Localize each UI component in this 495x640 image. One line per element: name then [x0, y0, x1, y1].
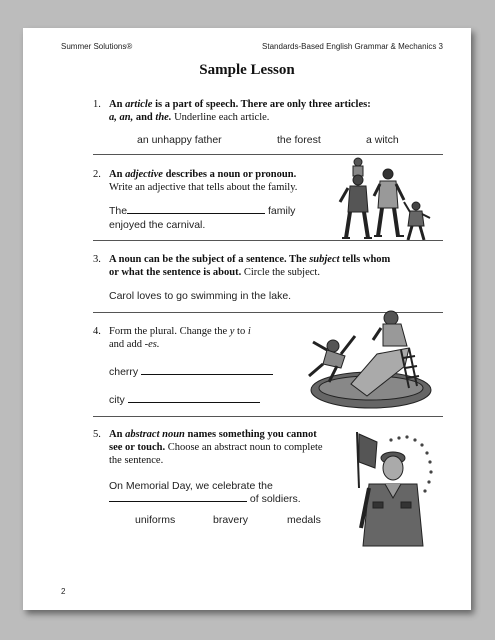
adjective-answer-blank[interactable]	[127, 212, 265, 214]
plural-word: city	[109, 394, 125, 406]
question-5-line-1: An abstract noun names something you cannot	[109, 429, 317, 440]
article-option-3: a witch	[366, 134, 399, 146]
header-right: Standards-Based English Grammar & Mechanics 3	[262, 42, 443, 51]
question-number: 2.	[93, 169, 101, 180]
question-2	[93, 168, 353, 208]
plural-row-2	[109, 394, 260, 406]
abstract-option-1: uniforms	[135, 514, 176, 526]
question-5	[93, 428, 373, 473]
question-4-line-2: and add -es.	[109, 339, 160, 350]
question-4	[93, 325, 293, 365]
soldier-illustration	[349, 428, 435, 548]
question-5-line-3: the sentence.	[109, 455, 164, 466]
subject-sentence: Carol loves to go swimming in the lake.	[109, 290, 292, 302]
question-number: 5.	[93, 429, 101, 440]
question-number: 3.	[93, 254, 101, 265]
question-number: 1.	[93, 99, 101, 110]
page-title: Sample Lesson	[199, 62, 295, 78]
article-option-2: the forest	[277, 134, 321, 146]
question-2-line-1: An adjective describes a noun or pronoun.	[109, 169, 297, 180]
question-number: 4.	[93, 326, 101, 337]
question-1-line-1: An article is a part of speech. There are only three articles:	[109, 99, 371, 110]
article-option-1: an unhappy father	[137, 134, 222, 146]
question-4-line-1: Form the plural. Change the y to i	[109, 326, 251, 337]
question-5-line-2: see or touch. Choose an abstract noun to complete	[109, 442, 323, 453]
section-divider	[93, 154, 443, 155]
plural-answer-blank-2[interactable]	[128, 401, 260, 403]
abstract-option-2: bravery	[213, 514, 249, 526]
question-1	[93, 98, 433, 158]
header-left: Summer Solutions®	[61, 42, 133, 51]
question-2-line-2: Write an adjective that tells about the family.	[109, 182, 298, 193]
plural-answer-blank-1[interactable]	[141, 373, 273, 375]
family-illustration	[338, 156, 434, 242]
plural-row-1	[109, 366, 273, 378]
slide-illustration	[297, 306, 433, 412]
section-divider	[93, 240, 443, 241]
section-divider	[93, 416, 443, 417]
worksheet-page	[23, 28, 471, 610]
sentence-end: of soldiers.	[249, 493, 301, 505]
sentence-end: family	[268, 205, 296, 217]
page-number: 2	[61, 587, 66, 596]
abstract-option-3: medals	[287, 514, 321, 526]
sentence-start: The	[109, 205, 128, 217]
adjective-sentence-line-2: enjoyed the carnival.	[109, 219, 206, 231]
abstract-noun-answer-blank[interactable]	[109, 500, 247, 502]
question-3-line-1: A noun can be the subject of a sentence. The subject tells whom	[109, 254, 391, 265]
abstract-noun-sentence: On Memorial Day, we celebrate the	[109, 480, 273, 492]
abstract-noun-sentence-line-2	[109, 493, 301, 505]
question-1-line-2: a, an, and the. Underline each article.	[109, 112, 270, 123]
question-3	[93, 253, 438, 293]
adjective-sentence	[109, 205, 295, 217]
question-3-line-2: or what the sentence is about. Circle the subject.	[109, 267, 320, 278]
plural-word: cherry	[109, 366, 139, 378]
